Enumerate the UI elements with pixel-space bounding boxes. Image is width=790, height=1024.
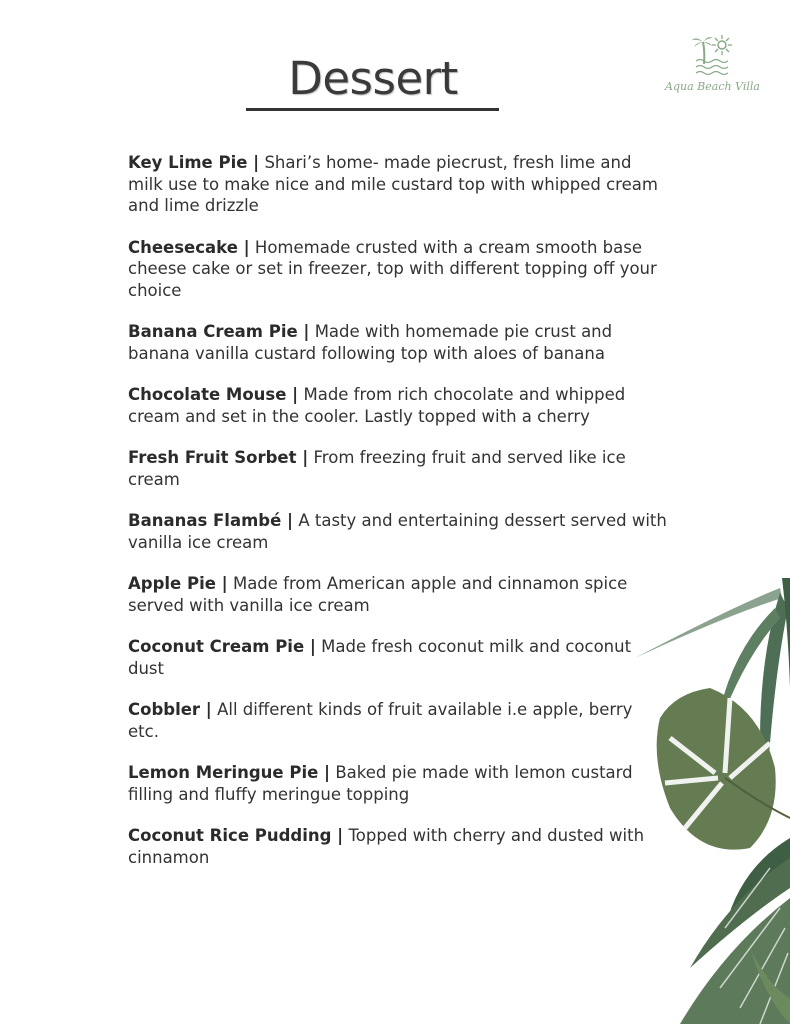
menu-item xyxy=(128,237,668,302)
menu-item-description: Baked pie made with lemon custard filling and fluffy meringue topping xyxy=(128,763,633,804)
brand-logo xyxy=(660,32,765,102)
menu-item-description: Made from American apple and cinnamon spice served with vanilla ice cream xyxy=(128,574,628,615)
menu-item xyxy=(128,447,668,490)
title-underline xyxy=(246,108,499,111)
menu-item-name: Banana Cream Pie | xyxy=(128,322,310,341)
menu-item-description: Shari’s home- made piecrust, fresh lime and milk use to make nice and mile custard top with whipped cream and lime drizzle xyxy=(128,153,658,215)
menu-item-description: Made fresh coconut milk and coconut dust xyxy=(128,637,632,678)
menu-item xyxy=(128,384,668,427)
menu-item-name: Coconut Cream Pie | xyxy=(128,637,316,656)
palm-sun-waves-icon xyxy=(660,32,765,80)
menu-item xyxy=(128,510,668,553)
monstera-leaf xyxy=(657,688,776,850)
menu-item-name: Apple Pie | xyxy=(128,574,228,593)
menu-item xyxy=(128,573,668,616)
menu-item-description: Made from rich chocolate and whipped cream and set in the cooler. Lastly topped with a cherry xyxy=(128,385,626,426)
menu-item xyxy=(128,699,668,742)
menu-item-name: Key Lime Pie | xyxy=(128,153,260,172)
menu-item xyxy=(128,825,668,868)
menu-item xyxy=(128,321,668,364)
tropical-leaves-decoration xyxy=(630,568,790,1024)
menu-item-description: From freezing fruit and served like ice cream xyxy=(128,448,626,489)
menu-item-name: Bananas Flambé | xyxy=(128,511,294,530)
menu-item-name: Fresh Fruit Sorbet | xyxy=(128,448,309,467)
menu-item xyxy=(128,636,668,679)
dessert-menu xyxy=(128,152,668,888)
menu-item-description: Made with homemade pie crust and banana vanilla custard following top with aloes of banana xyxy=(128,322,613,363)
menu-item-name: Lemon Meringue Pie | xyxy=(128,763,331,782)
menu-item xyxy=(128,762,668,805)
menu-item-name: Chocolate Mouse | xyxy=(128,385,299,404)
menu-item-name: Coconut Rice Pudding | xyxy=(128,826,344,845)
blade-leaf xyxy=(635,588,782,658)
menu-item-description: Homemade crusted with a cream smooth base cheese cake or set in freezer, top with different topping off your choice xyxy=(128,237,657,300)
menu-item-description: A tasty and entertaining dessert served with vanilla ice cream xyxy=(128,511,667,552)
menu-item xyxy=(128,152,668,217)
menu-item-description: Topped with cherry and dusted with cinnamon xyxy=(128,826,645,867)
menu-item-name: Cobbler | xyxy=(128,700,212,719)
page-title: Dessert xyxy=(288,52,458,105)
menu-item-name: Cheesecake | xyxy=(128,237,250,257)
menu-item-description: All different kinds of fruit available i.e apple, berry etc. xyxy=(128,700,633,741)
brand-name: Aqua Beach Villa xyxy=(665,80,760,93)
